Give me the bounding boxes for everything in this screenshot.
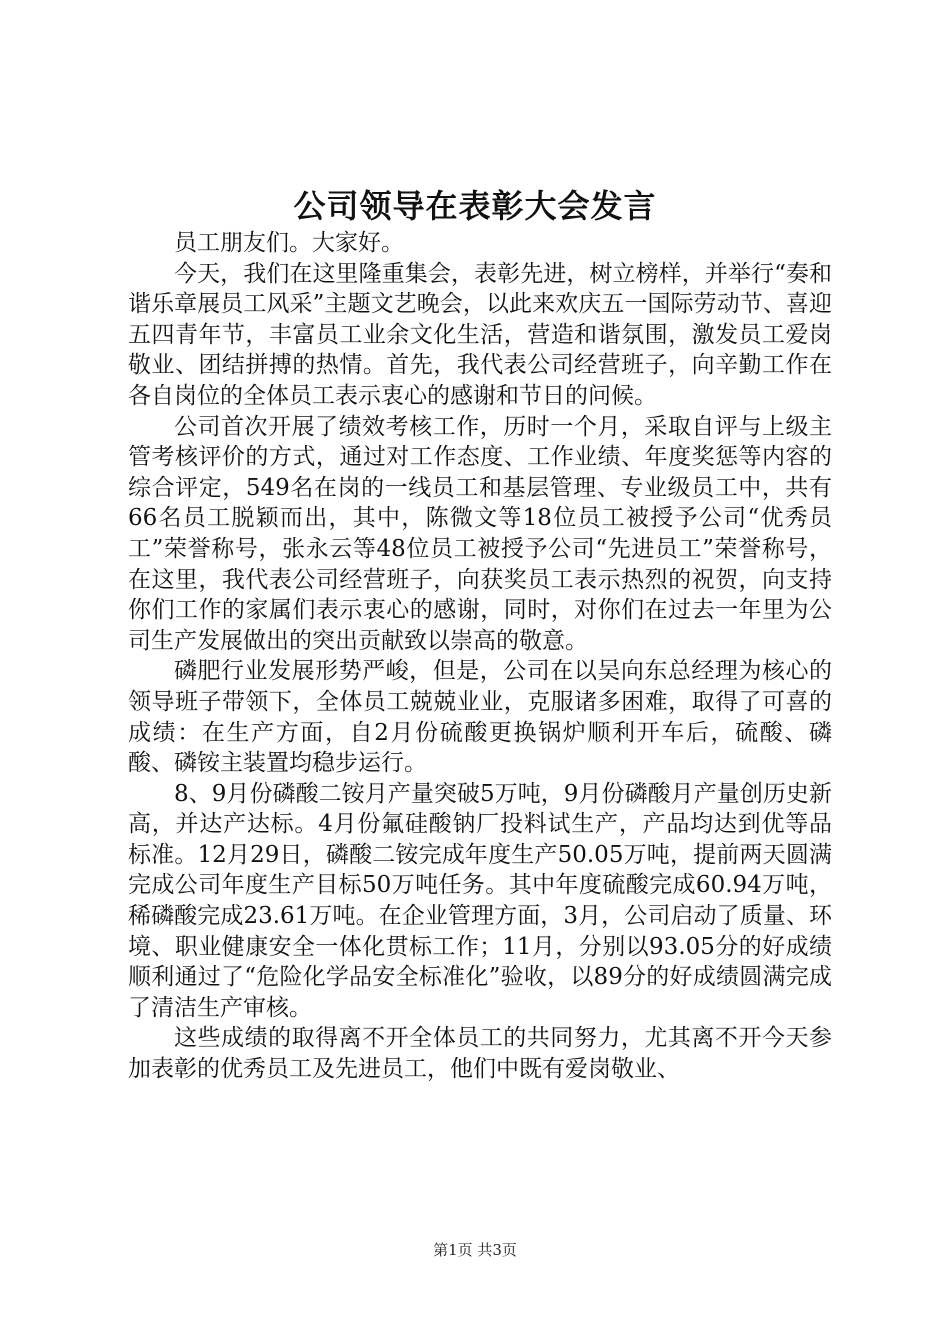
- paragraph-opening: 今天，我们在这里隆重集会，表彰先进，树立榜样，并举行“奏和谐乐章展员工风采”主题文艺晚会，以此来欢庆五一国际劳动节、喜迎五四青年节，丰富员工业余文化生活，营造和谐氛围，激发员工爱岗敬业、团结拼搏的热情。首先，我代表公司经营班子，向辛勤工作在各自岗位的全体员工表示衷心的感谢和节日的问候。: [128, 260, 832, 409]
- paragraph-performance-review: 公司首次开展了绩效考核工作，历时一个月，采取自评与上级主管考核评价的方式，通过对工作态度、工作业绩、年度奖惩等内容的综合评定，549名在岗的一线员工和基层管理、专业级员工中，共有66名员工脱颖而出，其中，陈微文等18位员工被授予公司“优秀员工”荣誉称号，张永云等48位员工被授予公司“先进员工”荣誉称号，在这里，我代表公司经营班子，向获奖员工表示热烈的祝贺，向支持你们工作的家属们表示衷心的感谢，同时，对你们在过去一年里为公司生产发展做出的突出贡献致以崇高的敬意。: [128, 413, 832, 654]
- page-title: 公司领导在表彰大会发言: [293, 187, 657, 225]
- page-number-footer: 第1页 共3页: [433, 1241, 517, 1259]
- paragraph-achievements: 磷肥行业发展形势严峻，但是，公司在以吴向东总经理为核心的领导班子带领下，全体员工兢兢业业，克服诸多困难，取得了可喜的成绩：在生产方面，自2月份硫酸更换锅炉顺利开车后，硫酸、磷酸、磷铵主装置均稳步运行。: [128, 658, 832, 777]
- document-body: [128, 228, 832, 1085]
- paragraph-production-figures: 8、9月份磷酸二铵月产量突破5万吨，9月份磷酸月产量创历史新高，并达产达标。4月份氟硅酸钠厂投料试生产，产品均达到优等品标准。12月29日，磷酸二铵完成年度生产50.05万吨，提前两天圆满完成公司年度生产目标50万吨任务。其中年度硫酸完成60.94万吨，稀磷酸完成23.61万吨。在企业管理方面，3月，公司启动了质量、环境、职业健康安全一体化贯标工作；11月，分别以93.05分的好成绩顺利通过了“危险化学品安全标准化”验收，以89分的好成绩圆满完成了清洁生产审核。: [128, 780, 832, 1021]
- paragraph-acknowledgement: 这些成绩的取得离不开全体员工的共同努力，尤其离不开今天参加表彰的优秀员工及先进员工，他们中既有爱岗敬业、: [128, 1025, 832, 1083]
- paragraph-greeting: 员工朋友们。大家好。: [174, 230, 404, 256]
